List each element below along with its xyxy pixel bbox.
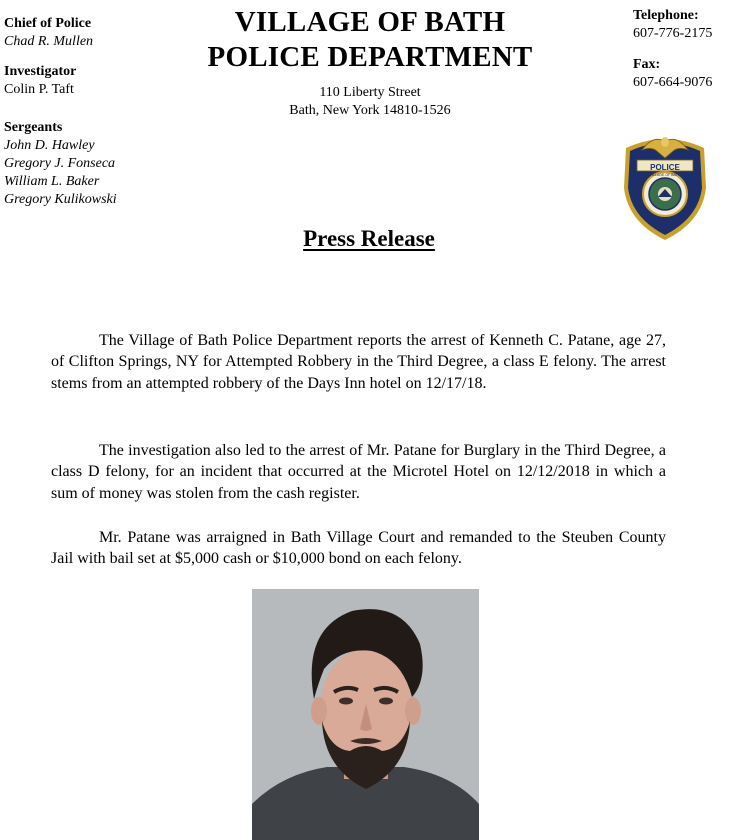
fax-number: 607-664-9076 [633, 75, 713, 90]
telephone-block [633, 7, 712, 43]
investigator-name: Colin P. Taft [4, 82, 74, 97]
sergeants-block [4, 119, 117, 209]
chief-title: Chief of Police [4, 16, 92, 31]
badge-ring-text: VILLAGE OF BATH [649, 173, 681, 177]
press-release-heading-text: Press Release [303, 226, 435, 251]
address-street: 110 Liberty Street [319, 85, 421, 100]
investigator-title: Investigator [4, 64, 77, 79]
telephone-number: 607-776-2175 [633, 26, 713, 41]
badge-top-text: POLICE [650, 163, 680, 172]
release-paragraph: The Village of Bath Police Department reports the arrest of Kenneth C. Patane, age 27, of Clifton Springs, NY for Attempted Robbery in the Third Degree, a class E felony. The arrest stems from an attempted robbery of the Days Inn hotel on 12/17/18. [51, 332, 666, 392]
suspect-photo-illustration [252, 589, 479, 840]
release-paragraph: The investigation also led to the arrest of Mr. Patane for Burglary in the Third Degree, a class D felony, for an incident that occurred at the Microtel Hotel on 12/12/2018 in which a sum of money was stolen from the cash register. [51, 442, 666, 502]
fax-block [633, 56, 712, 92]
org-title-line1: VILLAGE OF BATH [234, 6, 506, 38]
org-title-line2: POLICE DEPARTMENT [207, 41, 533, 73]
sergeant-name: Gregory J. Fonseca [4, 156, 116, 171]
address-city: Bath, New York 14810-1526 [289, 103, 451, 118]
press-release-heading [0, 224, 738, 254]
telephone-label: Telephone: [633, 8, 699, 23]
investigator-block [4, 63, 76, 99]
fax-label: Fax: [633, 57, 661, 72]
chief-block [4, 15, 93, 51]
sergeant-name: Gregory Kulikowski [4, 192, 117, 207]
sergeants-title: Sergeants [4, 120, 63, 135]
sergeant-name: John D. Hawley [4, 138, 95, 153]
release-paragraph: Mr. Patane was arraigned in Bath Village Court and remanded to the Steuben County Jail with bail set at $5,000 cash or $10,000 bond on each felony. [51, 529, 666, 568]
chief-name: Chad R. Mullen [4, 34, 94, 49]
sergeant-name: William L. Baker [4, 174, 100, 189]
suspect-photo [252, 589, 479, 840]
